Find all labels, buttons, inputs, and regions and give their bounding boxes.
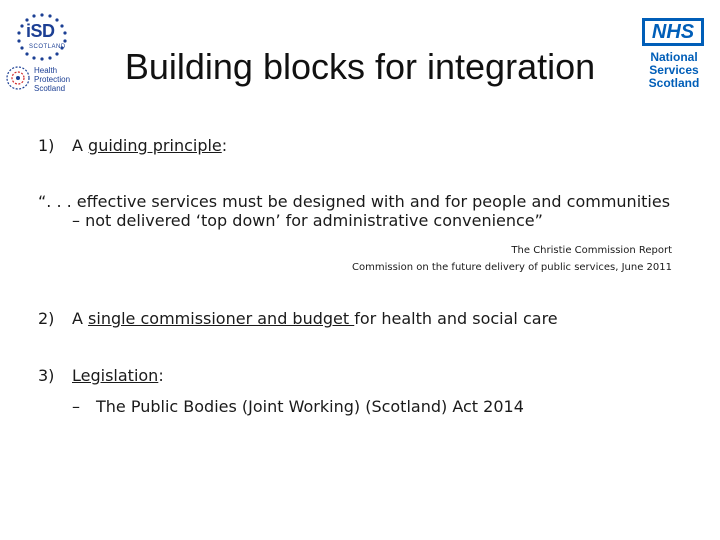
list-item-2 (38, 309, 558, 328)
quote-line: “. . . effective services must be designed with and for people and communities (38, 192, 671, 211)
nhs-line: Scotland (648, 76, 700, 90)
hps-emblem-icon (4, 64, 32, 92)
item-suffix: : (158, 366, 164, 385)
isd-logo-subtext: SCOTLAND (29, 44, 66, 50)
nhs-logo-box: NHS (642, 18, 704, 46)
item-suffix: : (221, 136, 228, 155)
item-emphasis: Legislation (72, 366, 159, 385)
list-number: 1) (38, 136, 55, 155)
list-number: 2) (38, 309, 55, 328)
nhs-line: National (650, 50, 698, 64)
nhs-national-services-scotland-logo (636, 18, 712, 98)
hps-line: Scotland (34, 84, 66, 93)
list-item-1 (38, 136, 227, 155)
isd-logo-text: iSD (26, 21, 55, 41)
hps-line: Protection (34, 75, 71, 84)
nhs-logo-subtext (636, 51, 712, 90)
item-prefix: A (72, 309, 89, 328)
citation (352, 242, 672, 276)
hps-line: Health (34, 66, 58, 75)
item-prefix: A (72, 136, 89, 155)
isd-scotland-logo (12, 12, 72, 62)
item-emphasis: single commissioner and budget (88, 309, 355, 328)
item-emphasis: guiding principle (88, 136, 222, 155)
hps-logo-text (34, 66, 70, 93)
list-item-3 (38, 366, 164, 385)
health-protection-scotland-logo (4, 64, 94, 96)
citation-line: The Christie Commission Report (511, 245, 672, 256)
item-suffix: for health and social care (354, 309, 558, 328)
list-number: 3) (38, 366, 55, 385)
quote-block (38, 192, 688, 230)
quote-line: – not delivered ‘top down’ for administrative convenience” (72, 211, 543, 230)
subitem-dash: – (72, 397, 80, 416)
nhs-line: Services (649, 63, 699, 77)
slide-title: Building blocks for integration (124, 46, 596, 87)
list-subitem (72, 397, 524, 416)
citation-line: Commission on the future delivery of public services, June 2011 (352, 262, 672, 273)
subitem-text: The Public Bodies (Joint Working) (Scotland) Act 2014 (96, 397, 524, 416)
